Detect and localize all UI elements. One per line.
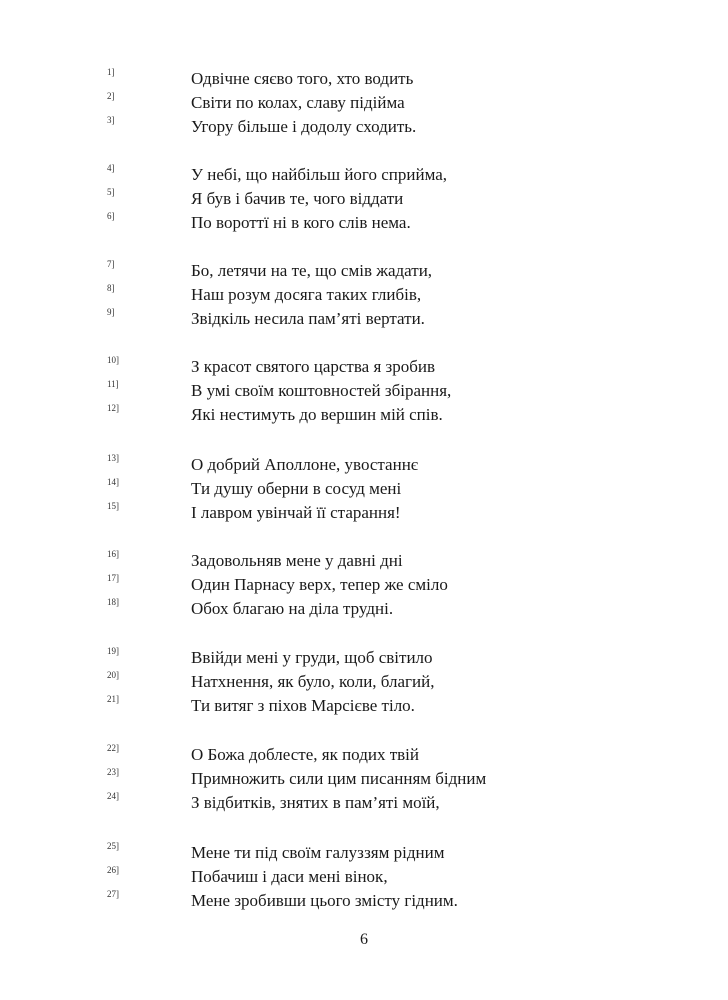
line-number: 5] [107,187,115,197]
verse-line [0,114,728,138]
verse-text: По вороттї ні в кого слів нема. [191,213,411,232]
verse-line [0,90,728,114]
verse-text: Світи по колах, славу підійма [191,93,405,112]
verse-text: О Божа доблесте, як подих твій [191,745,419,764]
verse-line [0,66,728,90]
line-number: 1] [107,67,115,77]
line-number: 15] [107,501,119,511]
line-number: 13] [107,453,119,463]
stanza-1 [0,66,728,138]
verse-line [0,572,728,596]
stanza-4 [0,354,728,426]
verse-line [0,742,728,766]
verse-line [0,282,728,306]
verse-line [0,888,728,912]
verse-text: Бо, летячи на те, що смів жадати, [191,261,433,280]
verse-text: Ввійди мені у груди, щоб світило [191,648,433,667]
stanza-2 [0,162,728,234]
line-number: 25] [107,841,119,851]
verse-text: Один Парнасу верх, тепер же сміло [191,575,448,594]
verse-text: Які нестимуть до вершин мій спів. [191,405,443,424]
verse-text: Обох благаю на діла трудні. [191,599,394,618]
verse-text: Я був і бачив те, чого віддати [191,189,404,208]
line-number: 19] [107,646,119,656]
verse-line [0,306,728,330]
line-number: 24] [107,791,119,801]
verse-text: Мене ти під своїм галуззям рідним [191,843,445,862]
verse-line [0,693,728,717]
verse-text: Примножить сили цим писанням бідним [191,769,487,788]
stanza-5 [0,452,728,524]
page-number: 6 [360,931,368,948]
verse-text: Мене зробивши цього змісту гідним. [191,891,458,910]
line-number: 20] [107,670,119,680]
verse-line [0,162,728,186]
line-number: 14] [107,477,119,487]
verse-line [0,452,728,476]
verse-line [0,669,728,693]
line-number: 18] [107,597,119,607]
verse-line [0,864,728,888]
stanza-8 [0,742,728,814]
verse-line [0,840,728,864]
verse-text: З красот святого царства я зробив [191,357,436,376]
verse-line [0,766,728,790]
verse-text: Звідкіль несила пам’яті вертати. [191,309,425,328]
verse-text: Ти витяг з піхов Марсієве тіло. [191,696,415,715]
line-number: 16] [107,549,119,559]
line-number: 10] [107,355,119,365]
line-number: 23] [107,767,119,777]
verse-text: Побачиш і даси мені вінок, [191,867,388,886]
verse-text: Наш розум досяга таких глибів, [191,285,422,304]
verse-line [0,790,728,814]
verse-line [0,500,728,524]
verse-line [0,596,728,620]
verse-line [0,476,728,500]
stanza-7 [0,645,728,717]
verse-text: О добрий Аполлоне, увостаннє [191,455,419,474]
verse-text: Одвічне сяєво того, хто водить [191,69,414,88]
line-number: 12] [107,403,119,413]
stanza-9 [0,840,728,912]
line-number: 9] [107,307,115,317]
line-number: 4] [107,163,115,173]
verse-line [0,210,728,234]
line-number: 6] [107,211,115,221]
verse-line [0,645,728,669]
verse-line [0,402,728,426]
verse-text: Натхнення, як було, коли, благий, [191,672,435,691]
verse-text: Ти душу оберни в сосуд мені [191,479,402,498]
line-number: 7] [107,259,115,269]
line-number: 26] [107,865,119,875]
stanza-6 [0,548,728,620]
verse-text: І лавром увінчай її старання! [191,503,401,522]
verse-text: З відбитків, знятих в пам’яті моїй, [191,793,440,812]
line-number: 2] [107,91,115,101]
line-number: 8] [107,283,115,293]
verse-line [0,548,728,572]
verse-line [0,354,728,378]
line-number: 27] [107,889,119,899]
verse-text: В умі своїм коштовностей збірання, [191,381,452,400]
line-number: 22] [107,743,119,753]
verse-line [0,258,728,282]
line-number: 17] [107,573,119,583]
line-number: 21] [107,694,119,704]
verse-line [0,186,728,210]
line-number: 11] [107,379,119,389]
verse-line [0,378,728,402]
verse-text: Задовольняв мене у давні дні [191,551,403,570]
stanza-3 [0,258,728,330]
verse-text: Угору більше і додолу сходить. [191,117,417,136]
line-number: 3] [107,115,115,125]
verse-text: У небі, що найбільш його сприйма, [191,165,448,184]
